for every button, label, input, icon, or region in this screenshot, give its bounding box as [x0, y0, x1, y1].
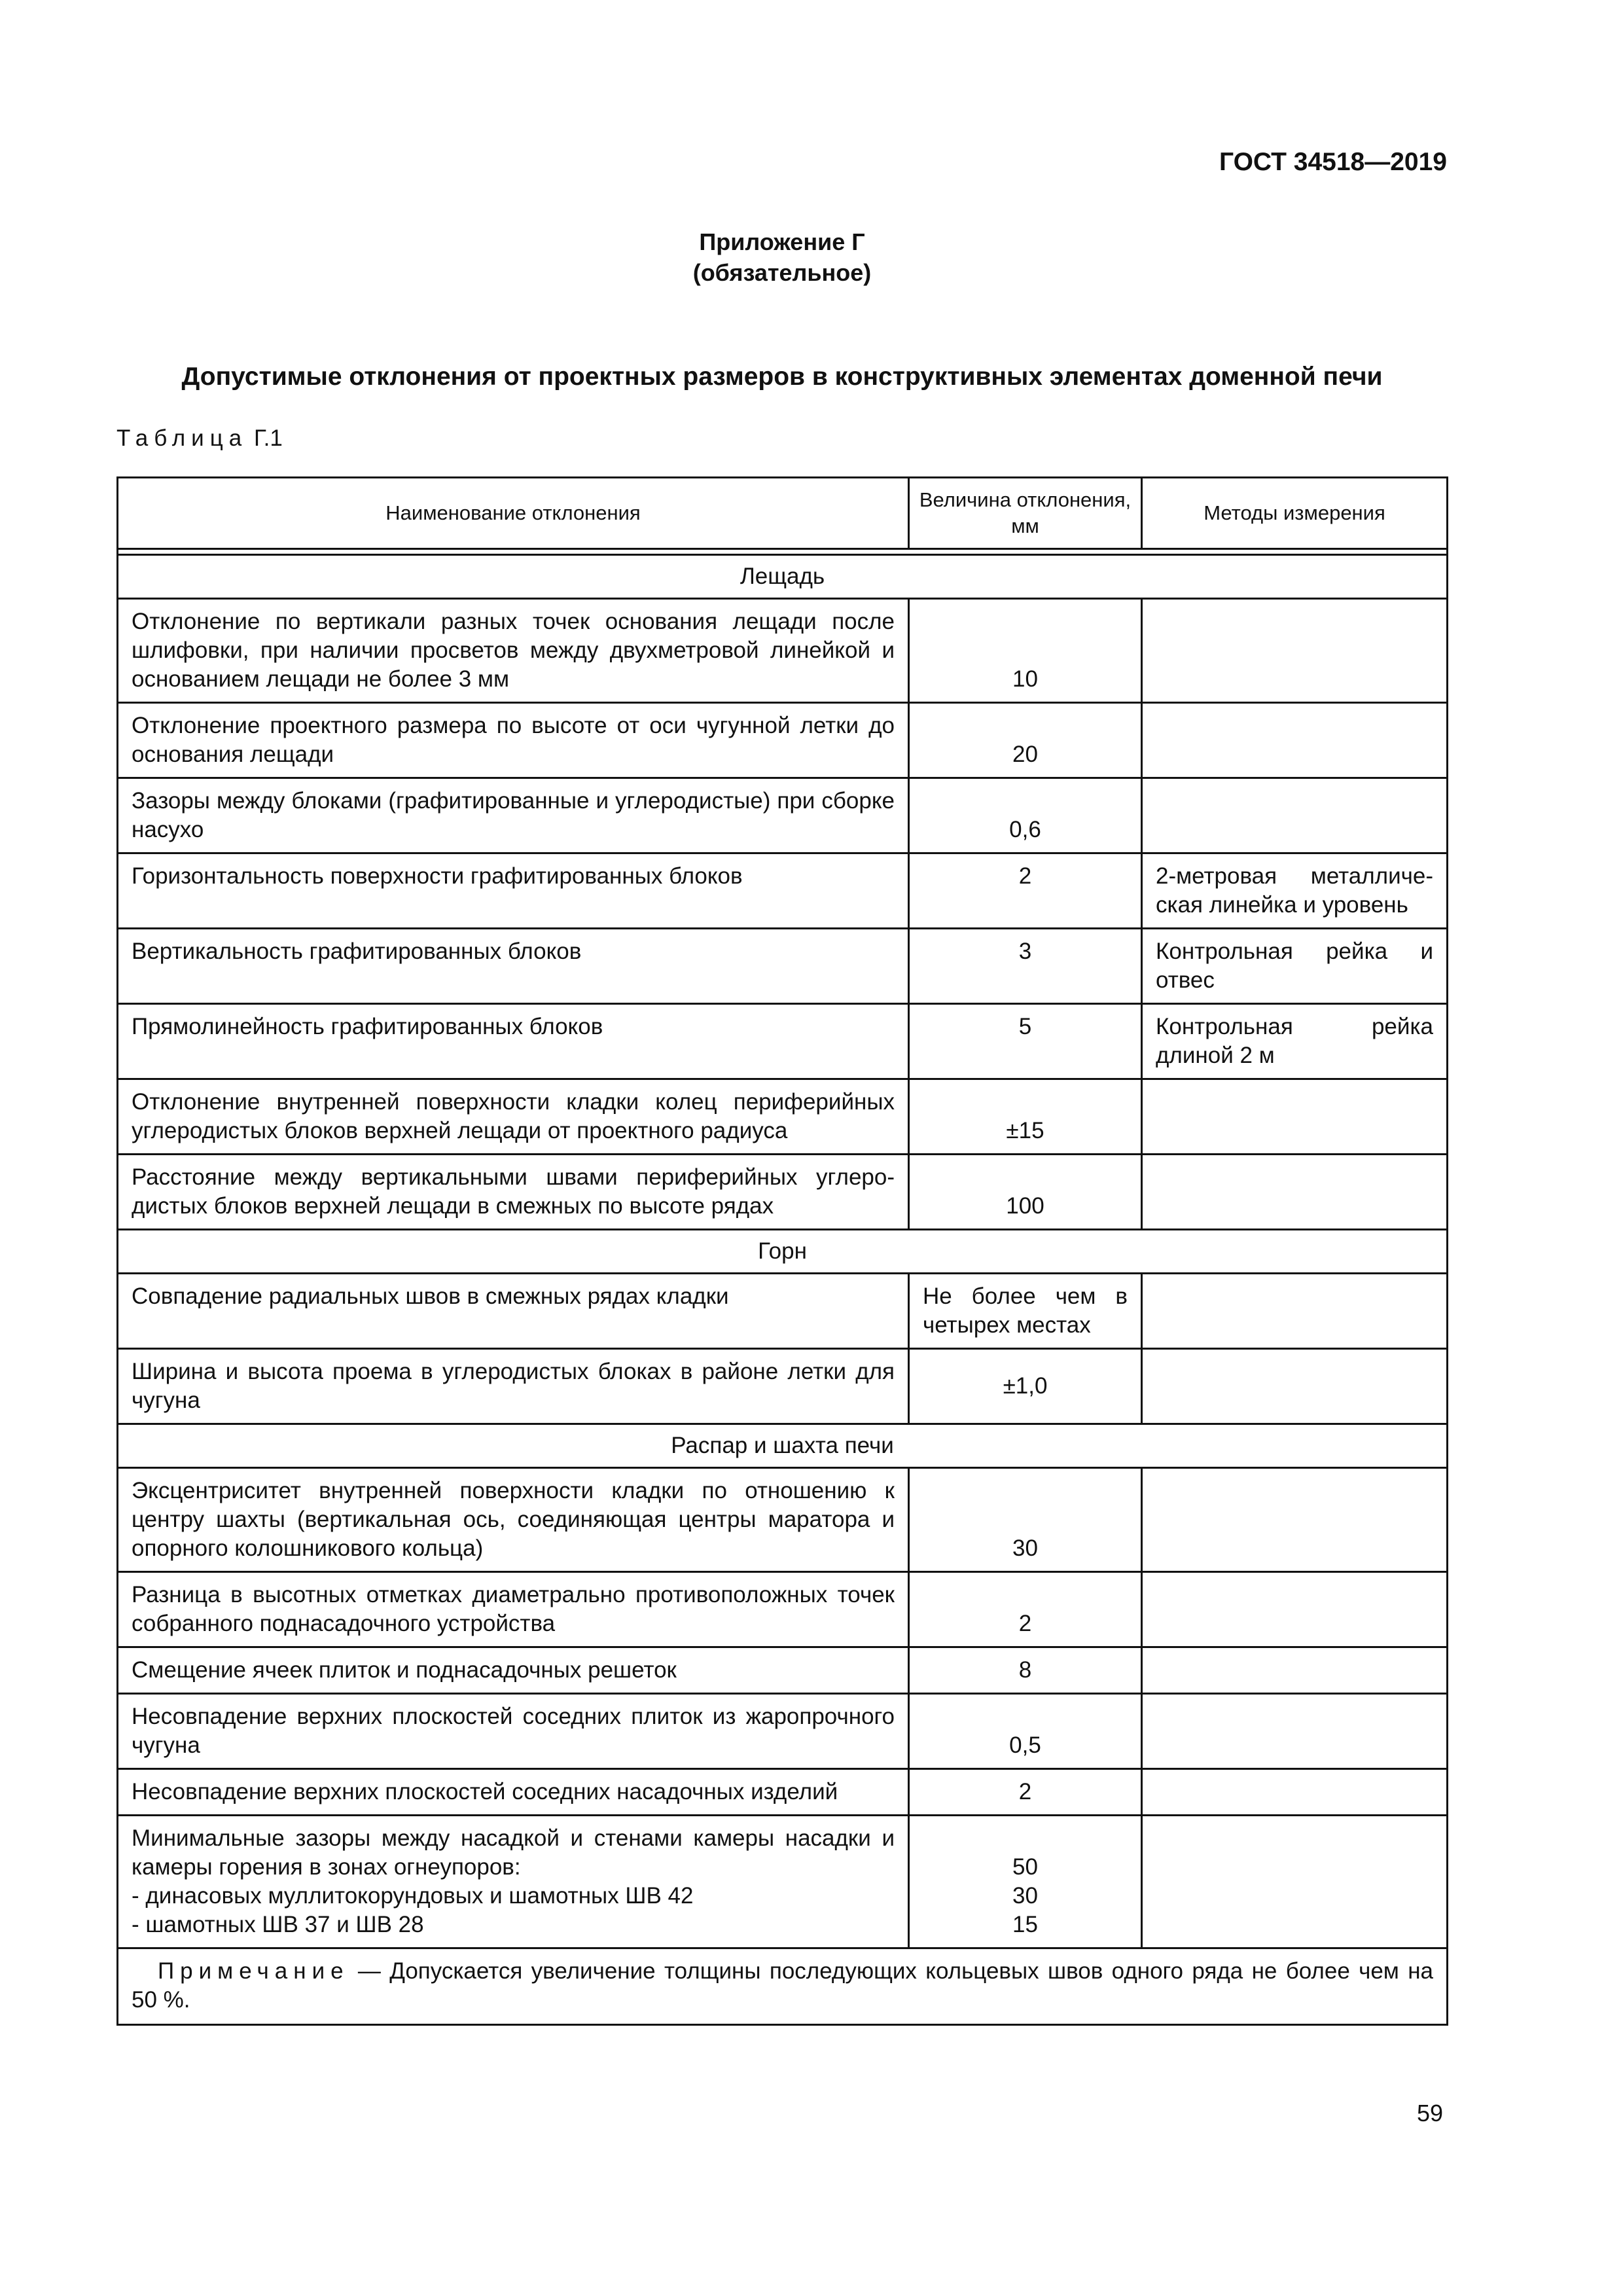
table-row: [118, 1647, 1448, 1694]
deviation-name-main: Минимальные зазоры между насадкой и стенами камеры насадки и камеры горения в зонах огнеупоров:: [132, 1825, 895, 1880]
measurement-method: [1142, 1647, 1448, 1694]
deviation-name: Горизонтальность поверхности графитированных блоков: [118, 853, 909, 929]
deviation-value: Не более чем в четырех местах: [909, 1274, 1142, 1349]
measurement-method: [1142, 703, 1448, 778]
deviation-name: Зазоры между блоками (графитированные и углеродистые) при сборке насухо: [118, 778, 909, 853]
deviation-name: Разница в высотных отметках диаметрально противоположных точек собранного поднасадочного устройства: [118, 1572, 909, 1647]
deviation-name: Отклонение проектного размера по высоте от оси чугунной летки до основания лещади: [118, 703, 909, 778]
deviation-name: Несовпадение верхних плоскостей соседних плиток из жаропрочного чугуна: [118, 1694, 909, 1769]
deviation-subvalue: 15: [1012, 1912, 1038, 1937]
deviation-name: Смещение ячеек плиток и поднасадочных решеток: [118, 1647, 909, 1694]
measurement-method: [1142, 1572, 1448, 1647]
table-row: [118, 1694, 1448, 1769]
table-row: [118, 853, 1448, 929]
deviation-value: 0,6: [909, 778, 1142, 853]
note-text: — Допускается увеличение толщины последующих кольцевых швов одного ряда не более чем на 50 %.: [132, 1958, 1433, 2013]
annex-heading: [0, 226, 1564, 288]
note-prefix: Примечание: [158, 1958, 349, 1984]
page-number: 59: [1416, 2100, 1443, 2126]
annex-status: (обязательное): [692, 259, 872, 286]
section-title: Лещадь: [118, 555, 1448, 599]
deviation-subitem: - шамотных ШВ 37 и ШВ 28: [132, 1912, 424, 1937]
deviation-value: 2: [909, 1572, 1142, 1647]
measurement-method: [1142, 1274, 1448, 1349]
deviation-value: 2: [909, 1769, 1142, 1816]
table-row: [118, 1572, 1448, 1647]
section-row: [118, 555, 1448, 599]
deviation-value: 10: [909, 599, 1142, 703]
deviation-name: Несовпадение верхних плоскостей соседних насадочных изделий: [118, 1769, 909, 1816]
standard-code: ГОСТ 34518—2019: [1219, 148, 1447, 176]
column-header-value: Величина отклонения, мм: [909, 478, 1142, 549]
deviation-subitem: - динасовых муллитокорундовых и шамотных ШВ 42: [132, 1883, 694, 1909]
table-note: [118, 1948, 1448, 2025]
measurement-method: [1142, 1349, 1448, 1424]
table-row: [118, 778, 1448, 853]
deviation-value: ±15: [909, 1079, 1142, 1155]
measurement-method: [1142, 1769, 1448, 1816]
deviations-table: [116, 476, 1448, 2026]
deviation-name: Расстояние между вертикальными швами периферийных углеродистых блоков верхней лещади в смежных по высоте рядах: [118, 1155, 909, 1230]
deviation-name: [118, 1816, 909, 1948]
measurement-method: 2-метровая металлическая линейка и уровень: [1142, 853, 1448, 929]
table-row: [118, 1816, 1448, 1948]
table-caption: [116, 425, 283, 452]
deviation-name: Вертикальность графитированных блоков: [118, 929, 909, 1004]
table-row: [118, 599, 1448, 703]
deviation-value: 0,5: [909, 1694, 1142, 1769]
section-row: [118, 1424, 1448, 1468]
note-row: [118, 1948, 1448, 2025]
table-caption-label: Таблица: [116, 425, 248, 451]
measurement-method: [1142, 1816, 1448, 1948]
deviation-value: 20: [909, 703, 1142, 778]
table-row: [118, 929, 1448, 1004]
header-separator: [118, 549, 1448, 555]
table-row: [118, 1468, 1448, 1572]
deviation-name: Совпадение радиальных швов в смежных рядах кладки: [118, 1274, 909, 1349]
measurement-method: [1142, 1155, 1448, 1230]
deviation-value: 8: [909, 1647, 1142, 1694]
column-header-name: Наименование отклонения: [118, 478, 909, 549]
column-header-method: Методы измерения: [1142, 478, 1448, 549]
deviation-name: Эксцентриситет внутренней поверхности кладки по отношению к центру шахты (вертикальная ось, соединяющая центры маратора и опорного колошникового кольца): [118, 1468, 909, 1572]
table-row: [118, 1079, 1448, 1155]
deviation-value: 5: [909, 1004, 1142, 1079]
deviation-value: 2: [909, 853, 1142, 929]
table-row: [118, 1769, 1448, 1816]
measurement-method: [1142, 1694, 1448, 1769]
deviation-value: ±1,0: [909, 1349, 1142, 1424]
table-row: [118, 1004, 1448, 1079]
table-row: [118, 1155, 1448, 1230]
deviation-value: 3: [909, 929, 1142, 1004]
table-row: [118, 703, 1448, 778]
measurement-method: [1142, 1079, 1448, 1155]
deviation-value: [909, 1816, 1142, 1948]
table-row: [118, 1349, 1448, 1424]
measurement-method: [1142, 599, 1448, 703]
deviation-value: 30: [909, 1468, 1142, 1572]
measurement-method: [1142, 1468, 1448, 1572]
table-caption-number: Г.1: [253, 425, 283, 451]
deviation-subvalue: 50: [1012, 1854, 1038, 1880]
deviation-subvalue: 30: [1012, 1883, 1038, 1909]
deviation-name: Отклонение по вертикали разных точек основания лещади после шлифовки, при наличии просветов между двухметровой линейкой и основанием лещади не более 3 мм: [118, 599, 909, 703]
deviation-name: Прямолинейность графитированных блоков: [118, 1004, 909, 1079]
table-row: [118, 1274, 1448, 1349]
measurement-method: Контрольная рейка длиной 2 м: [1142, 1004, 1448, 1079]
measurement-method: Контрольная рейка и отвес: [1142, 929, 1448, 1004]
table-header-row: [118, 478, 1448, 549]
document-title: Допустимые отклонения от проектных размеров в конструктивных элементах доменной печи: [181, 363, 1383, 391]
annex-title: Приложение Г: [699, 228, 865, 255]
deviation-name: Отклонение внутренней поверхности кладки колец периферийных углеродистых блоков верхней лещади от проектного радиуса: [118, 1079, 909, 1155]
deviation-name: Ширина и высота проема в углеродистых блоках в районе летки для чугуна: [118, 1349, 909, 1424]
section-title: Горн: [118, 1230, 1448, 1274]
deviation-value: 100: [909, 1155, 1142, 1230]
section-title: Распар и шахта печи: [118, 1424, 1448, 1468]
section-row: [118, 1230, 1448, 1274]
measurement-method: [1142, 778, 1448, 853]
